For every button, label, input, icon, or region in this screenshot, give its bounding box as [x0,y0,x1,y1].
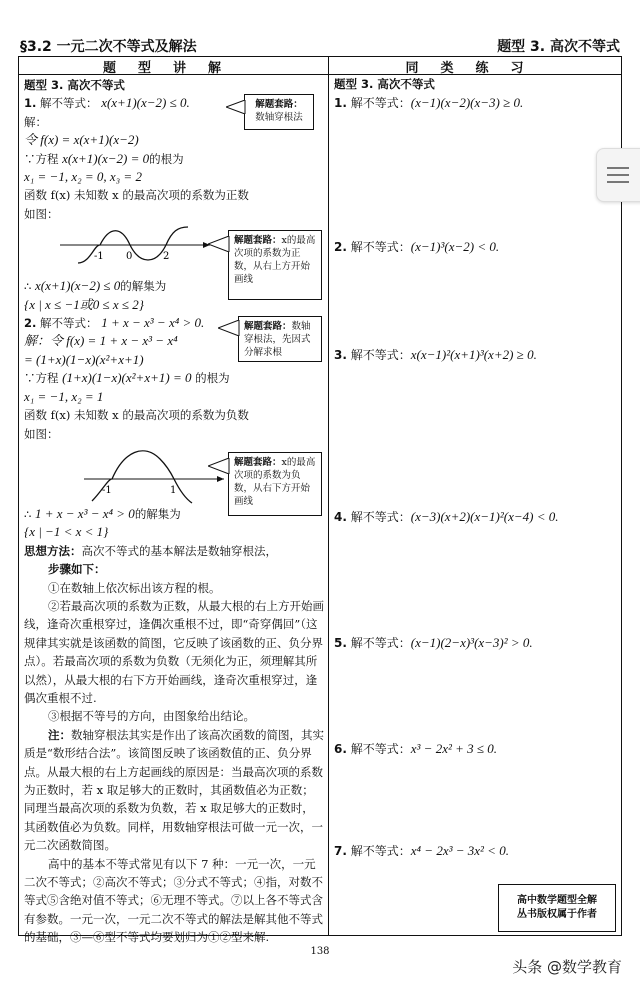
tick-label: -1 [102,484,112,496]
side-menu-tab[interactable] [596,148,640,202]
exercise-2: 2. 解不等式：(x−1)³(x−2) < 0. [334,239,500,254]
column-divider [328,56,329,936]
right-column-header: 同类练习 [405,61,546,76]
exercise-1: 1. 解不等式：(x−1)(x−2)(x−3) ≥ 0. [334,95,524,110]
method-paragraph: 思想方法：高次不等式的基本解法是数轴穿根法， [24,543,277,558]
ex2-as-fig: 如图： [24,426,59,441]
menu-icon [607,174,629,176]
callout-2: 解题套路：x的最高次项的系数为正数，从右上方开始画线 [228,230,322,300]
callout-4: 解题套路：x的最高次项的系数为负数，从右下方开始画线 [228,452,322,516]
page-number: 138 [310,946,330,957]
callout-1-pointer [226,100,246,114]
ex2-title: 2. 解不等式： 1 + x − x³ − x⁴ > 0. [24,315,205,331]
step-1: ①在数轴上依次标出该方程的根。 [48,580,221,595]
tick-label: 1 [170,484,177,496]
watermark: 头条 @数学教育 [512,958,622,976]
exercise-5: 5. 解不等式：(x−1)(2−x)³(x−3)² > 0. [334,635,533,650]
ex1-because: ∵方程 x(x+1)(x−2) = 0的根为 [24,150,184,166]
step-2: ②若最高次项的系数为正数，从最大根的右上方开始画线，逢奇次重根穿过，逢偶次重根不过，即“奇穿偶回”（这规律其实就是该函数的简图，它反映了该函数的正、负分界点）。若最高次项的系数为负数（无须化为正，须理解其所以然），从最大根的右下方开始画线，逢奇次重根穿过，逢偶次重根不过. [24,598,324,705]
ex1-therefore: ∴ x(x+1)(x−2) ≤ 0的解集为 [24,278,167,294]
practice-exercises [334,76,618,858]
right-heading: 题型 3. 高次不等式 [334,77,435,91]
ex2-let: 解：令 f(x) = 1 + x − x³ − x⁴ [24,333,178,349]
ex1-as-fig: 如图： [24,206,59,221]
callout-1: 解题套路： 数轴穿根法 [244,94,314,130]
steps-label: 步骤如下： [48,562,106,577]
ex1-coef: 函数 f(x) 未知数 x 的最高次项的系数为正数 [24,188,249,203]
ex2-roots: x₁ = −1, x₂ = 1 [24,388,104,404]
left-heading: 题型 3. 高次不等式 [24,78,125,92]
ex2-solution: {x | −1 < x < 1} [24,524,109,540]
menu-icon [607,181,629,183]
page-header [18,36,622,56]
ex2-coef: 函数 f(x) 未知数 x 的最高次项的系数为负数 [24,408,249,423]
tick-label: 0 [126,251,133,263]
note-paragraph: 注：数轴穿根法其实是作出了该高次函数的简图，其实质是“数形结合法”。该简图反映了该函数值的正、负分界点。从最大根的右上方起画线的原因是：当最高次项的系数为正数时，若 x 取足够大的正数时，其函数值必为正数；同理当最高次项的系数为负数，若 x 取足够大的正数时，其函数值必为负数。同样，用数轴穿根法可做一元一次，一元二次函数简图。 [24,727,324,853]
ex1-solution: {x | x ≤ −1或0 ≤ x ≤ 2} [24,296,144,312]
exercise-7: 7. 解不等式：x⁴ − 2x³ − 3x² < 0. [334,843,509,858]
ex1-title: 1. 解不等式： x(x+1)(x−2) ≤ 0. [24,95,190,111]
left-column-header: 题型讲解 [102,61,243,76]
axis-arrow [217,476,224,482]
callout-4-pointer [208,458,230,474]
exercise-6: 6. 解不等式：x³ − 2x² + 3 ≤ 0. [334,741,498,756]
summary-paragraph: 高中的基本不等式常见有以下 7 种：一元一次，一元二次不等式；②高次不等式；③分式不等式；④指，对数不等式⑤含绝对值不等式；⑥无理不等式。⑦以上各不等式含有参数。一元一次，一元二次不等式的解法是解其他不等式的基础，③—⑥型不等式均要划归为①②型来解. [24,856,323,945]
callout-2-pointer [208,236,230,252]
callout-3-pointer [218,320,240,336]
exercise-3: 3. 解不等式：x(x−1)²(x+1)³(x+2) ≥ 0. [334,347,537,362]
section-title: §3.2 一元二次不等式及解法 [20,39,197,55]
callout-3: 解题套路：数轴穿根法，先因式分解求根 [238,316,322,362]
ex1-solve: 解： [24,114,47,129]
tick-label: -1 [94,251,104,263]
tick-label: 2 [163,251,170,263]
ex1-roots: x₁ = −1, x₂ = 0, x₃ = 2 [24,169,142,185]
exercise-4: 4. 解不等式：(x−3)(x+2)(x−1)²(x−4) < 0. [334,509,559,524]
copyright-box: 高中数学题型全解 丛书版权属于作者 [498,884,616,932]
ex2-because: ∵方程 (1+x)(1−x)(x²+x+1) = 0 的根为 [24,370,230,386]
ex2-therefore: ∴ 1 + x − x³ − x⁴ > 0的解集为 [24,505,181,521]
ex2-factored: = (1+x)(1−x)(x²+x+1) [24,351,144,367]
sign-chart-1 [60,223,220,277]
ex1-let: 令 f(x) = x(x+1)(x−2) [24,132,139,148]
menu-icon [607,167,629,169]
type-title: 题型 3. 高次不等式 [497,39,620,55]
step-3: ③根据不等号的方向，由图象给出结论。 [48,709,255,724]
